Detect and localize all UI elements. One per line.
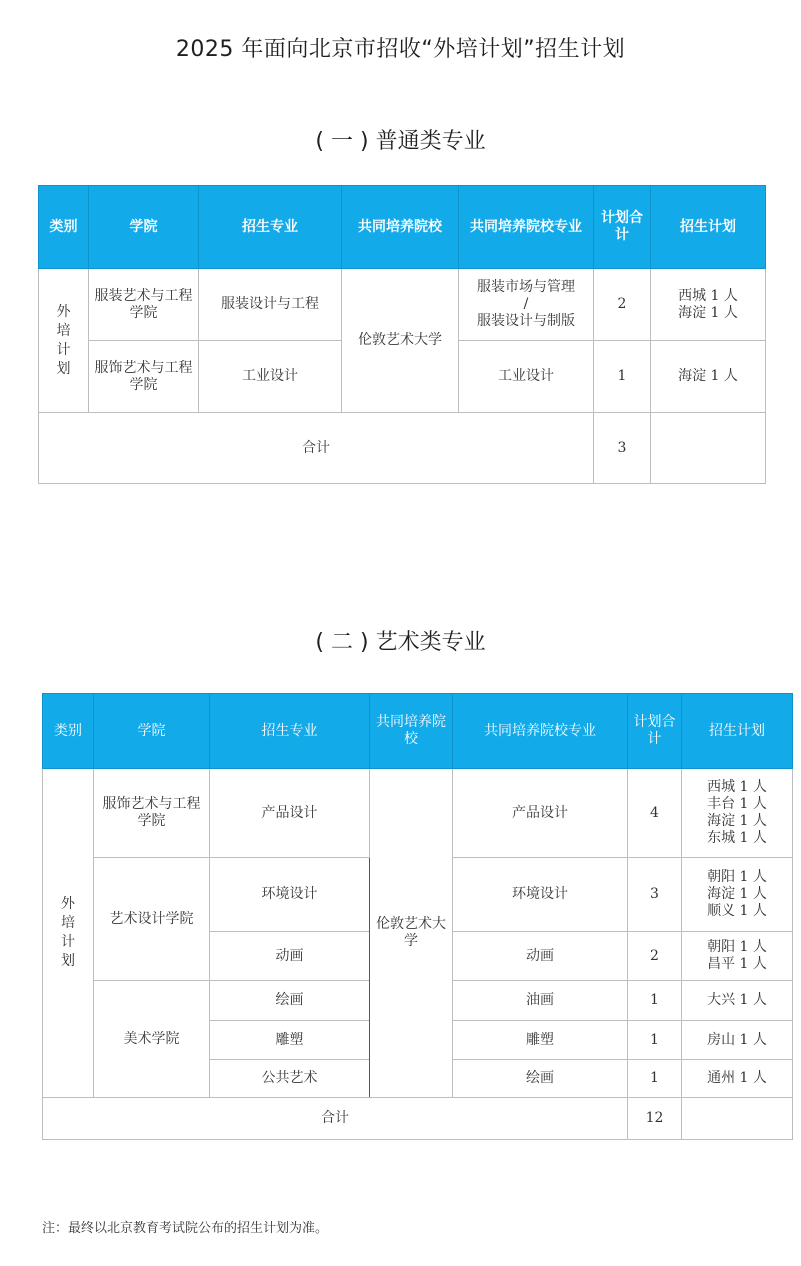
sum-label: 合计 [43,1098,628,1140]
header-college: 学院 [89,186,199,269]
table-header-row [39,186,766,269]
total-cell: 3 [628,858,682,932]
partner-major-cell: 绘画 [453,1060,628,1098]
sum-row [39,413,766,484]
plan-cell: 大兴 1 人 [682,981,793,1021]
header-plan: 招生计划 [651,186,766,269]
header-total: 计划合计 [628,694,682,769]
section-title-general: ( 一 ) 普通类专业 [315,129,486,154]
header-category: 类别 [39,186,89,269]
sum-label: 合计 [39,413,594,484]
table-row [39,269,766,341]
total-cell: 1 [628,1060,682,1098]
plan-cell: 朝阳 1 人 昌平 1 人 [682,932,793,981]
major-cell: 公共艺术 [210,1060,370,1098]
college-cell: 服装艺术与工程学院 [89,269,199,341]
major-cell: 雕塑 [210,1021,370,1060]
college-cell: 美术学院 [94,981,210,1098]
header-partner-school: 共同培养院校 [370,694,453,769]
college-cell: 服饰艺术与工程学院 [94,769,210,858]
partner-major-cell: 产品设计 [453,769,628,858]
table-header-row [43,694,793,769]
header-plan: 招生计划 [682,694,793,769]
header-partner-major: 共同培养院校专业 [453,694,628,769]
plan-cell: 西城 1 人 海淀 1 人 [651,269,766,341]
total-cell: 2 [628,932,682,981]
header-major: 招生专业 [199,186,342,269]
footnote: 注：最终以北京教育考试院公布的招生计划为准。 [42,1221,329,1236]
plan-cell: 海淀 1 人 [651,341,766,413]
partner-major-cell: 环境设计 [453,858,628,932]
header-partner-school: 共同培养院校 [342,186,459,269]
category-cell: 外培计划 [43,769,94,1098]
plan-cell: 西城 1 人 丰台 1 人 海淀 1 人 东城 1 人 [682,769,793,858]
college-cell: 服饰艺术与工程学院 [89,341,199,413]
sum-value: 3 [594,413,651,484]
total-cell: 2 [594,269,651,341]
plan-cell: 朝阳 1 人 海淀 1 人 顺义 1 人 [682,858,793,932]
partner-school-cell: 伦敦艺术大学 [342,269,459,413]
page-title: 2025 年面向北京市招收“外培计划”招生计划 [175,37,626,62]
college-cell: 艺术设计学院 [94,858,210,981]
major-cell: 绘画 [210,981,370,1021]
total-cell: 1 [628,1021,682,1060]
section-title-art: ( 二 ) 艺术类专业 [315,630,486,655]
partner-major-cell: 动画 [453,932,628,981]
category-cell: 外培计划 [39,269,89,413]
plan-cell: 房山 1 人 [682,1021,793,1060]
total-cell: 1 [628,981,682,1021]
header-partner-major: 共同培养院校专业 [459,186,594,269]
sum-row [43,1098,793,1140]
partner-school-cell: 伦敦艺术大学 [370,769,453,1098]
partner-major-cell: 雕塑 [453,1021,628,1060]
partner-major-cell: 工业设计 [459,341,594,413]
header-category: 类别 [43,694,94,769]
general-plan-table [38,185,766,484]
major-cell: 工业设计 [199,341,342,413]
sum-plan-empty [651,413,766,484]
major-cell: 产品设计 [210,769,370,858]
header-total: 计划合计 [594,186,651,269]
table-row [43,769,793,858]
partner-major-cell: 服装市场与管理 / 服装设计与制版 [459,269,594,341]
partner-major-cell: 油画 [453,981,628,1021]
header-college: 学院 [94,694,210,769]
plan-cell: 通州 1 人 [682,1060,793,1098]
major-cell: 服装设计与工程 [199,269,342,341]
major-cell: 动画 [210,932,370,981]
art-plan-table [42,693,793,1140]
sum-value: 12 [628,1098,682,1140]
total-cell: 4 [628,769,682,858]
sum-plan-empty [682,1098,793,1140]
total-cell: 1 [594,341,651,413]
header-major: 招生专业 [210,694,370,769]
major-cell: 环境设计 [210,858,370,932]
